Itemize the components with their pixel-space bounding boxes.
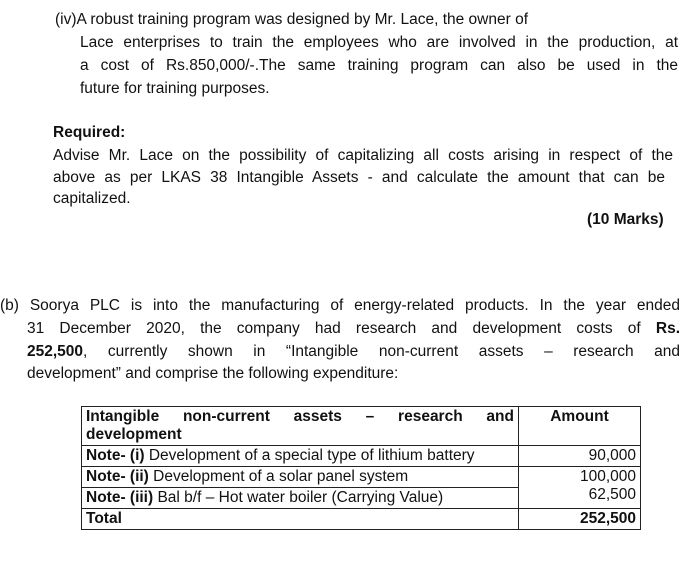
part-iv-line-2: Lace enterprises to train the employees who are involved in the production, at [80, 34, 678, 51]
part-b-text-1: Soorya PLC is into the manufacturing of energy-related products. In the year ended [29, 297, 680, 314]
part-b-text-2: 31 December 2020, the company had research and development costs of [27, 320, 641, 337]
required-heading: Required: [53, 124, 126, 141]
table-row-description [82, 446, 519, 467]
table-total-label: Total [82, 509, 519, 530]
required-line-3: capitalized. [53, 190, 131, 207]
note-text: Development of a special type of lithium battery [148, 447, 475, 464]
table-header-description: Intangible non-current assets – research and development [82, 407, 519, 446]
expenditure-table [81, 406, 641, 530]
note-text: Development of a solar panel system [153, 468, 409, 485]
note-text: Bal b/f – Hot water boiler (Carrying Value) [157, 489, 444, 506]
table-row-amount: 100,000 [579, 468, 636, 485]
table-total-amount: 252,500 [519, 509, 641, 530]
part-b-amount: 252,500 [27, 343, 84, 360]
note-label: Note- (ii) [86, 468, 149, 485]
note-label: Note- (i) [86, 447, 145, 464]
part-b-line-2 [27, 319, 680, 339]
table-total-row [82, 509, 641, 530]
table-row-amount: 62,500 [588, 486, 636, 503]
required-line-2: above as per LKAS 38 Intangible Assets - and calculate the amount that can be [53, 169, 665, 186]
part-b-rs: Rs. [655, 320, 680, 337]
part-iv-label: (iv) [55, 11, 77, 28]
part-b-line-4: development” and comprise the following expenditure: [27, 365, 399, 382]
part-b-line-3 [27, 342, 680, 362]
part-iv-text-1: A robust training program was designed by Mr. Lace, the owner of [76, 11, 528, 28]
part-b-label: (b) [0, 297, 19, 314]
table-row-description [82, 467, 519, 488]
part-iv-line-1 [55, 10, 528, 30]
table-row [82, 446, 641, 467]
note-label: Note- (iii) [86, 489, 154, 506]
table-row-description [82, 488, 519, 509]
table-header-amount: Amount [519, 407, 641, 446]
part-b-text-3: , currently shown in “Intangible non-current assets – research and [83, 343, 680, 360]
table-row-amount: 90,000 [519, 446, 641, 467]
part-b-line-1 [0, 296, 680, 316]
marks-label: (10 Marks) [587, 211, 664, 228]
part-iv-line-4: future for training purposes. [80, 80, 270, 97]
table-row [82, 467, 641, 488]
table-row-amount-group [519, 467, 641, 509]
part-iv-line-3: a cost of Rs.850,000/-.The same training program can also be used in the [80, 57, 678, 74]
table-header-row [82, 407, 641, 446]
required-line-1: Advise Mr. Lace on the possibility of capitalizing all costs arising in respect of the [53, 147, 673, 164]
